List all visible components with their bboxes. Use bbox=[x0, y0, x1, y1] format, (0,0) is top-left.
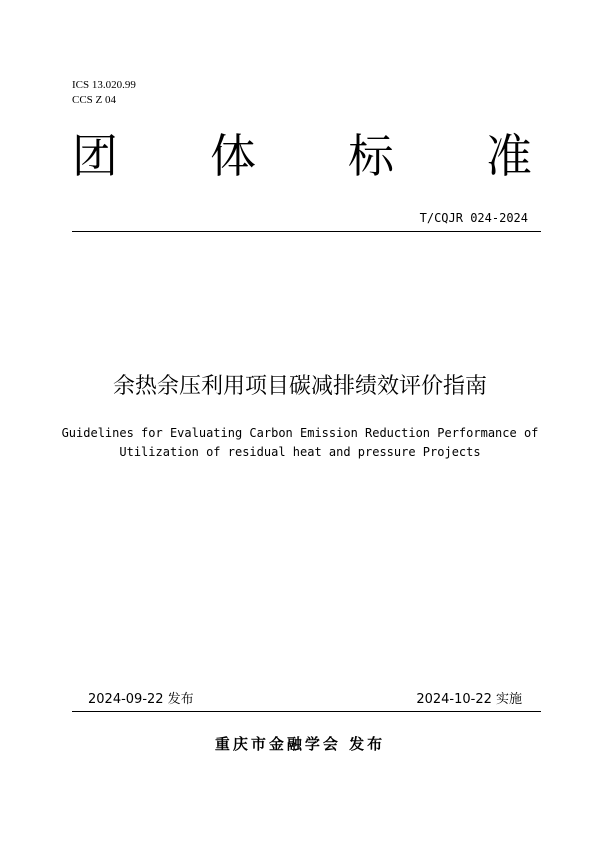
standard-type-char-3: 标 bbox=[348, 129, 394, 183]
standard-type-char-2: 体 bbox=[210, 129, 256, 183]
document-title-en bbox=[40, 424, 560, 462]
document-title-en-line-1: Guidelines for Evaluating Carbon Emission Reduction Performance of bbox=[61, 426, 539, 440]
standard-number: T/CQJR 024-2024 bbox=[419, 211, 528, 225]
implementation-date: 2024-10-22 实施 bbox=[416, 692, 522, 707]
document-title-en-line-2: Utilization of residual heat and pressure Projects bbox=[119, 445, 481, 459]
standard-type-heading bbox=[72, 128, 532, 184]
issuing-organization: 重庆市金融学会 发布 bbox=[214, 735, 386, 753]
top-divider bbox=[72, 231, 541, 232]
bottom-divider bbox=[72, 711, 541, 712]
standard-type-char-4: 准 bbox=[486, 129, 532, 183]
standard-type-char-1: 团 bbox=[72, 129, 118, 183]
ics-code: ICS 13.020.99 bbox=[72, 79, 136, 91]
ccs-code: CCS Z 04 bbox=[72, 94, 117, 106]
document-title-cn: 余热余压利用项目碳减排绩效评价指南 bbox=[112, 374, 487, 399]
publish-date: 2024-09-22 发布 bbox=[88, 692, 194, 707]
